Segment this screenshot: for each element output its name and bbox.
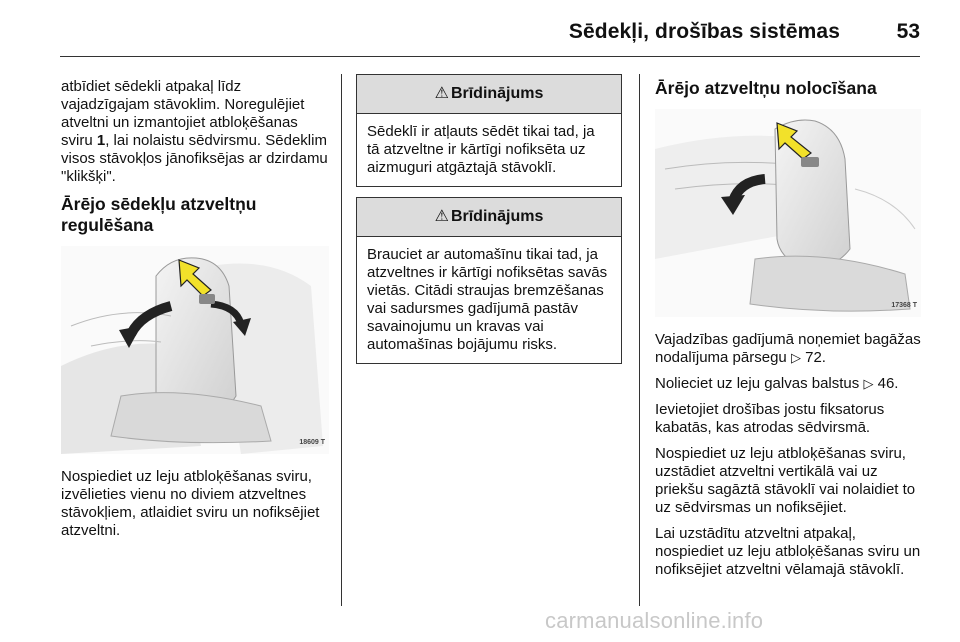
- instruction-paragraph: Ievietojiet drošības jostu fiksatorus kabatās, kas atrodas sēdvirsmā.: [655, 401, 885, 436]
- figure-label: 18609 T: [299, 439, 325, 446]
- figure-label: 17368 T: [891, 302, 917, 309]
- lever-number: 1: [96, 132, 106, 149]
- warning-header: ⚠ Brīdinājums: [357, 75, 621, 114]
- section-heading: Ārējo atzveltņu nolocīšana: [655, 78, 877, 98]
- column-right: [655, 78, 925, 587]
- warning-text: Sēdeklī ir atļauts sēdēt tikai tad, ja tā atzveltne ir kārtīgi nofiksēta uz aizmuguri atgāztajā stāvoklī.: [367, 123, 595, 176]
- page-reference-icon: ▷: [863, 376, 874, 391]
- column-left: [61, 78, 329, 548]
- column-divider: [341, 74, 342, 606]
- instruction-paragraph: Nospiediet uz leju atbloķēšanas sviru, izvēlieties vienu no diviem atzveltnes stāvokļiem, atlaidiet sviru un nofiksējiet atzveltni.: [61, 468, 320, 539]
- column-middle: [356, 74, 622, 374]
- header-rule: [60, 56, 920, 57]
- warning-text: Brauciet ar automašīnu tikai tad, ja atzveltnes ir kārtīgi nofiksētas savās vietās. Citādi straujas bremzēšanas vai sadursmes gadījumā pastāv savainojumu un kravas vai automašīnas bojājumu risks.: [367, 246, 608, 353]
- page-number: 53: [896, 20, 920, 43]
- page-reference-icon: ▷: [790, 350, 801, 365]
- instruction-paragraph: Nolieciet uz leju galvas balstus ▷ 46.: [655, 375, 899, 392]
- seat-folding-svg: [655, 109, 921, 317]
- seat-illustration-svg: [61, 246, 329, 454]
- section-heading: Ārējo sēdekļu atzveltņu regulēšana: [61, 194, 257, 235]
- seat-folding-illustration: [655, 109, 921, 317]
- warning-box: [356, 74, 622, 187]
- instruction-paragraph: Nospiediet uz leju atbloķēšanas sviru, uzstādiet atzveltni vertikālā vai uz priekšu sagāztā stāvoklī vai nolaidiet to uz sēdvirsmas un nofiksējiet.: [655, 445, 916, 516]
- instruction-paragraph: Vajadzības gadījumā noņemiet bagāžas nodalījuma pārsegu ▷ 72.: [655, 331, 921, 366]
- header-title: Sēdekļi, drošības sistēmas: [568, 20, 840, 43]
- column-divider: [639, 74, 640, 606]
- watermark: carmanualsonline.info: [545, 608, 764, 633]
- intro-paragraph: atbīdiet sēdekli atpakaļ līdz vajadzīgajam stāvoklim. Noregulējiet atveltni un izmantojiet atbloķēšanas sviru 1, lai nolaistu sēdvirsmu. Sēdeklim visos stāvokļos jānofiksējas ar dzirdamu "klikšķi".: [61, 78, 328, 185]
- instruction-paragraph: Lai uzstādītu atzveltni atpakaļ, nospiediet uz leju atbloķēšanas sviru un nofiksējiet atzveltni vēlamajā stāvoklī.: [655, 525, 921, 578]
- warning-triangle-icon: ⚠: [434, 85, 449, 102]
- page-header: [60, 14, 920, 56]
- seat-backrest-illustration: [61, 246, 329, 454]
- warning-header: ⚠ Brīdinājums: [357, 198, 621, 237]
- warning-triangle-icon: ⚠: [434, 208, 449, 225]
- warning-box: [356, 197, 622, 364]
